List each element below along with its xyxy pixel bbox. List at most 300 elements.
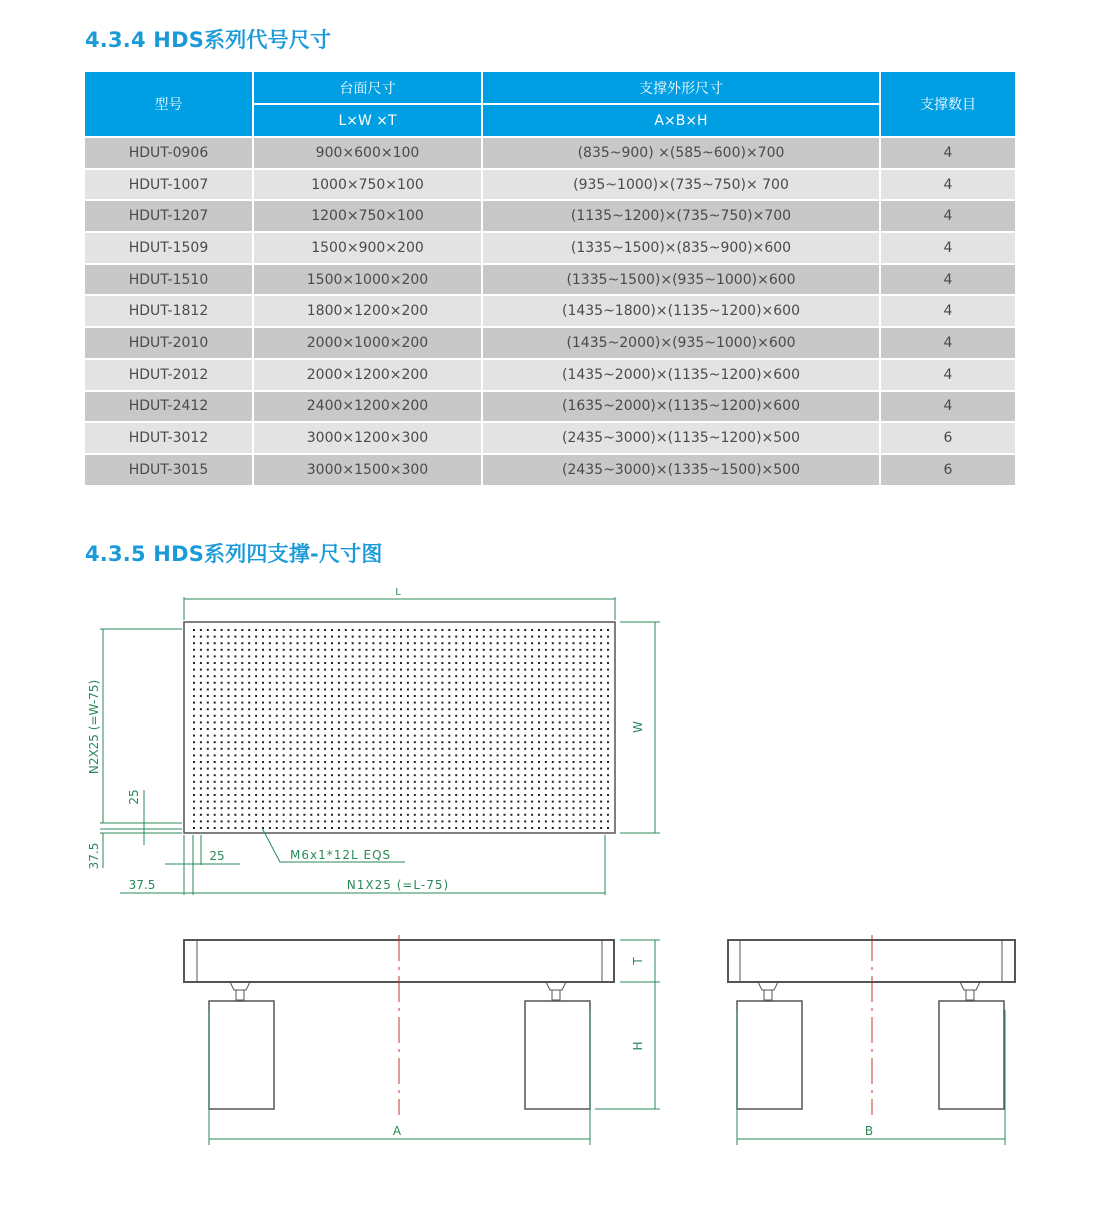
threaded-hole	[552, 820, 554, 822]
threaded-hole	[421, 708, 423, 710]
threaded-hole	[207, 721, 209, 723]
threaded-hole	[338, 741, 340, 743]
threaded-hole	[317, 741, 319, 743]
threaded-hole	[241, 774, 243, 776]
threaded-hole	[566, 721, 568, 723]
threaded-hole	[531, 715, 533, 717]
threaded-hole	[414, 649, 416, 651]
threaded-hole	[428, 649, 430, 651]
threaded-hole	[469, 801, 471, 803]
threaded-hole	[345, 807, 347, 809]
threaded-hole	[559, 827, 561, 829]
threaded-hole	[345, 629, 347, 631]
threaded-hole	[297, 735, 299, 737]
threaded-hole	[607, 721, 609, 723]
threaded-hole	[421, 695, 423, 697]
threaded-hole	[586, 807, 588, 809]
threaded-hole	[221, 754, 223, 756]
threaded-hole	[214, 787, 216, 789]
threaded-hole	[359, 781, 361, 783]
threaded-hole	[400, 695, 402, 697]
threaded-hole	[428, 708, 430, 710]
threaded-hole	[372, 702, 374, 704]
threaded-hole	[303, 642, 305, 644]
threaded-hole	[241, 728, 243, 730]
threaded-hole	[573, 754, 575, 756]
threaded-hole	[400, 708, 402, 710]
threaded-hole	[448, 649, 450, 651]
threaded-hole	[545, 688, 547, 690]
threaded-hole	[317, 748, 319, 750]
threaded-hole	[462, 768, 464, 770]
threaded-hole	[276, 735, 278, 737]
threaded-hole	[566, 715, 568, 717]
threaded-hole	[303, 794, 305, 796]
threaded-hole	[407, 801, 409, 803]
threaded-hole	[324, 820, 326, 822]
threaded-hole	[379, 754, 381, 756]
threaded-hole	[517, 728, 519, 730]
threaded-hole	[359, 708, 361, 710]
threaded-hole	[428, 675, 430, 677]
threaded-hole	[290, 754, 292, 756]
threaded-hole	[352, 781, 354, 783]
threaded-hole	[483, 721, 485, 723]
threaded-hole	[579, 741, 581, 743]
threaded-hole	[200, 642, 202, 644]
threaded-hole	[234, 827, 236, 829]
threaded-hole	[372, 820, 374, 822]
threaded-hole	[262, 675, 264, 677]
threaded-hole	[448, 669, 450, 671]
threaded-hole	[490, 827, 492, 829]
threaded-hole	[531, 728, 533, 730]
label-W: W	[631, 721, 645, 733]
threaded-hole	[586, 636, 588, 638]
threaded-hole	[241, 715, 243, 717]
threaded-hole	[372, 669, 374, 671]
threaded-hole	[510, 827, 512, 829]
threaded-hole	[455, 662, 457, 664]
threaded-hole	[193, 715, 195, 717]
threaded-hole	[517, 768, 519, 770]
threaded-hole	[421, 807, 423, 809]
threaded-hole	[400, 629, 402, 631]
threaded-hole	[538, 662, 540, 664]
threaded-hole	[545, 721, 547, 723]
threaded-hole	[207, 688, 209, 690]
threaded-hole	[600, 675, 602, 677]
threaded-hole	[483, 642, 485, 644]
threaded-hole	[193, 820, 195, 822]
threaded-hole	[552, 794, 554, 796]
threaded-hole	[200, 787, 202, 789]
threaded-hole	[552, 814, 554, 816]
threaded-hole	[262, 695, 264, 697]
threaded-hole	[586, 675, 588, 677]
threaded-hole	[573, 735, 575, 737]
threaded-hole	[593, 820, 595, 822]
threaded-hole	[200, 735, 202, 737]
cell-model: HDUT-1510	[85, 264, 253, 296]
threaded-hole	[331, 761, 333, 763]
threaded-hole	[428, 781, 430, 783]
threaded-hole	[269, 761, 271, 763]
threaded-hole	[414, 735, 416, 737]
threaded-hole	[255, 649, 257, 651]
threaded-hole	[290, 728, 292, 730]
threaded-hole	[317, 636, 319, 638]
threaded-hole	[345, 688, 347, 690]
cell-top-size: 1200×750×100	[253, 200, 482, 232]
threaded-hole	[573, 794, 575, 796]
threaded-hole	[517, 741, 519, 743]
threaded-hole	[359, 728, 361, 730]
threaded-hole	[566, 807, 568, 809]
threaded-hole	[573, 695, 575, 697]
threaded-hole	[441, 636, 443, 638]
threaded-hole	[352, 728, 354, 730]
threaded-hole	[317, 781, 319, 783]
threaded-hole	[414, 702, 416, 704]
threaded-hole	[262, 814, 264, 816]
threaded-hole	[441, 708, 443, 710]
threaded-hole	[490, 801, 492, 803]
section-title-codes: 4.3.4 HDS系列代号尺寸	[85, 28, 332, 52]
threaded-hole	[324, 649, 326, 651]
threaded-hole	[324, 735, 326, 737]
threaded-hole	[366, 807, 368, 809]
threaded-hole	[607, 781, 609, 783]
threaded-hole	[366, 655, 368, 657]
threaded-hole	[428, 655, 430, 657]
threaded-hole	[297, 787, 299, 789]
threaded-hole	[366, 636, 368, 638]
threaded-hole	[331, 669, 333, 671]
threaded-hole	[462, 794, 464, 796]
threaded-hole	[538, 642, 540, 644]
threaded-hole	[352, 787, 354, 789]
threaded-hole	[200, 629, 202, 631]
threaded-hole	[510, 735, 512, 737]
threaded-hole	[579, 728, 581, 730]
threaded-hole	[283, 662, 285, 664]
threaded-hole	[607, 761, 609, 763]
threaded-hole	[310, 721, 312, 723]
threaded-hole	[407, 794, 409, 796]
threaded-hole	[338, 695, 340, 697]
threaded-hole	[407, 768, 409, 770]
threaded-hole	[379, 801, 381, 803]
threaded-hole	[241, 820, 243, 822]
threaded-hole	[455, 721, 457, 723]
threaded-hole	[207, 768, 209, 770]
threaded-hole	[428, 695, 430, 697]
threaded-hole	[497, 662, 499, 664]
threaded-hole	[531, 655, 533, 657]
threaded-hole	[559, 721, 561, 723]
threaded-hole	[455, 728, 457, 730]
threaded-hole	[228, 695, 230, 697]
threaded-hole	[538, 649, 540, 651]
threaded-hole	[345, 702, 347, 704]
threaded-hole	[448, 655, 450, 657]
threaded-hole	[366, 735, 368, 737]
threaded-hole	[400, 801, 402, 803]
threaded-hole	[269, 708, 271, 710]
threaded-hole	[600, 787, 602, 789]
threaded-hole	[566, 781, 568, 783]
threaded-hole	[586, 761, 588, 763]
threaded-hole	[248, 649, 250, 651]
threaded-hole	[421, 741, 423, 743]
cell-support-size: (935~1000)×(735~750)× 700	[482, 169, 880, 201]
threaded-hole	[441, 774, 443, 776]
cell-top-size: 2000×1200×200	[253, 359, 482, 391]
threaded-hole	[435, 708, 437, 710]
threaded-hole	[297, 781, 299, 783]
threaded-hole	[228, 715, 230, 717]
threaded-hole	[324, 774, 326, 776]
threaded-hole	[573, 801, 575, 803]
threaded-hole	[428, 682, 430, 684]
threaded-hole	[607, 748, 609, 750]
threaded-hole	[248, 702, 250, 704]
threaded-hole	[386, 675, 388, 677]
threaded-hole	[545, 794, 547, 796]
threaded-hole	[310, 675, 312, 677]
threaded-hole	[524, 715, 526, 717]
threaded-hole	[441, 794, 443, 796]
threaded-hole	[200, 715, 202, 717]
threaded-hole	[421, 781, 423, 783]
threaded-hole	[262, 702, 264, 704]
threaded-hole	[455, 774, 457, 776]
threaded-hole	[476, 814, 478, 816]
threaded-hole	[372, 754, 374, 756]
threaded-hole	[566, 642, 568, 644]
threaded-hole	[331, 768, 333, 770]
threaded-hole	[366, 768, 368, 770]
threaded-hole	[269, 662, 271, 664]
threaded-hole	[593, 682, 595, 684]
threaded-hole	[510, 682, 512, 684]
threaded-hole	[345, 721, 347, 723]
threaded-hole	[497, 801, 499, 803]
cell-support-count: 4	[880, 359, 1015, 391]
threaded-hole	[331, 794, 333, 796]
threaded-hole	[283, 787, 285, 789]
threaded-hole	[276, 820, 278, 822]
threaded-hole	[310, 636, 312, 638]
threaded-hole	[345, 774, 347, 776]
threaded-hole	[469, 715, 471, 717]
threaded-hole	[207, 715, 209, 717]
threaded-hole	[421, 682, 423, 684]
threaded-hole	[303, 649, 305, 651]
threaded-hole	[310, 629, 312, 631]
threaded-hole	[214, 794, 216, 796]
threaded-hole	[566, 688, 568, 690]
threaded-hole	[262, 669, 264, 671]
threaded-hole	[248, 807, 250, 809]
threaded-hole	[538, 827, 540, 829]
threaded-hole	[317, 728, 319, 730]
threaded-hole	[338, 708, 340, 710]
threaded-hole	[297, 715, 299, 717]
threaded-hole	[241, 695, 243, 697]
threaded-hole	[234, 702, 236, 704]
section-title-drawing: 4.3.5 HDS系列四支撑-尺寸图	[85, 542, 383, 566]
threaded-hole	[269, 642, 271, 644]
threaded-hole	[241, 827, 243, 829]
threaded-hole	[469, 721, 471, 723]
threaded-hole	[366, 787, 368, 789]
threaded-hole	[510, 702, 512, 704]
threaded-hole	[193, 801, 195, 803]
threaded-hole	[372, 814, 374, 816]
threaded-hole	[207, 781, 209, 783]
threaded-hole	[393, 669, 395, 671]
threaded-hole	[504, 728, 506, 730]
threaded-hole	[462, 642, 464, 644]
threaded-hole	[200, 636, 202, 638]
leveling-mount	[230, 982, 250, 1000]
threaded-hole	[414, 741, 416, 743]
threaded-hole	[400, 781, 402, 783]
threaded-hole	[421, 655, 423, 657]
threaded-hole	[545, 761, 547, 763]
threaded-hole	[600, 642, 602, 644]
threaded-hole	[386, 748, 388, 750]
threaded-hole	[352, 669, 354, 671]
threaded-hole	[345, 814, 347, 816]
threaded-hole	[462, 682, 464, 684]
threaded-hole	[352, 735, 354, 737]
threaded-hole	[303, 721, 305, 723]
threaded-hole	[441, 827, 443, 829]
threaded-hole	[338, 636, 340, 638]
threaded-hole	[386, 801, 388, 803]
threaded-hole	[476, 787, 478, 789]
threaded-hole	[303, 787, 305, 789]
threaded-hole	[386, 636, 388, 638]
threaded-hole	[400, 655, 402, 657]
threaded-hole	[345, 695, 347, 697]
threaded-hole	[414, 636, 416, 638]
threaded-hole	[200, 675, 202, 677]
threaded-hole	[241, 649, 243, 651]
threaded-hole	[607, 695, 609, 697]
hole-grid	[193, 629, 609, 829]
threaded-hole	[400, 636, 402, 638]
threaded-hole	[331, 787, 333, 789]
threaded-hole	[317, 629, 319, 631]
threaded-hole	[207, 820, 209, 822]
threaded-hole	[317, 768, 319, 770]
threaded-hole	[303, 774, 305, 776]
threaded-hole	[262, 655, 264, 657]
threaded-hole	[552, 715, 554, 717]
cell-model: HDUT-0906	[85, 137, 253, 169]
threaded-hole	[538, 807, 540, 809]
threaded-hole	[441, 675, 443, 677]
threaded-hole	[324, 629, 326, 631]
threaded-hole	[269, 702, 271, 704]
threaded-hole	[276, 721, 278, 723]
threaded-hole	[297, 820, 299, 822]
threaded-hole	[462, 708, 464, 710]
threaded-hole	[497, 649, 499, 651]
cell-top-size: 1800×1200×200	[253, 295, 482, 327]
threaded-hole	[276, 688, 278, 690]
threaded-hole	[400, 721, 402, 723]
threaded-hole	[290, 708, 292, 710]
threaded-hole	[421, 827, 423, 829]
threaded-hole	[448, 787, 450, 789]
threaded-hole	[359, 715, 361, 717]
threaded-hole	[372, 735, 374, 737]
threaded-hole	[193, 675, 195, 677]
threaded-hole	[476, 715, 478, 717]
threaded-hole	[428, 728, 430, 730]
threaded-hole	[193, 754, 195, 756]
threaded-hole	[352, 801, 354, 803]
threaded-hole	[476, 629, 478, 631]
threaded-hole	[538, 741, 540, 743]
threaded-hole	[483, 787, 485, 789]
threaded-hole	[435, 629, 437, 631]
threaded-hole	[310, 655, 312, 657]
threaded-hole	[455, 741, 457, 743]
plan-view	[87, 587, 660, 895]
threaded-hole	[573, 642, 575, 644]
threaded-hole	[324, 761, 326, 763]
threaded-hole	[573, 748, 575, 750]
threaded-hole	[469, 794, 471, 796]
threaded-hole	[545, 649, 547, 651]
threaded-hole	[483, 774, 485, 776]
threaded-hole	[221, 735, 223, 737]
threaded-hole	[538, 721, 540, 723]
threaded-hole	[497, 728, 499, 730]
threaded-hole	[331, 702, 333, 704]
threaded-hole	[435, 642, 437, 644]
threaded-hole	[538, 675, 540, 677]
threaded-hole	[435, 682, 437, 684]
threaded-hole	[524, 781, 526, 783]
threaded-hole	[559, 781, 561, 783]
threaded-hole	[214, 748, 216, 750]
threaded-hole	[359, 636, 361, 638]
threaded-hole	[324, 669, 326, 671]
threaded-hole	[579, 820, 581, 822]
threaded-hole	[600, 794, 602, 796]
threaded-hole	[428, 768, 430, 770]
threaded-hole	[573, 774, 575, 776]
threaded-hole	[393, 675, 395, 677]
threaded-hole	[207, 827, 209, 829]
threaded-hole	[579, 629, 581, 631]
threaded-hole	[303, 768, 305, 770]
threaded-hole	[545, 636, 547, 638]
threaded-hole	[517, 774, 519, 776]
threaded-hole	[283, 814, 285, 816]
threaded-hole	[310, 787, 312, 789]
threaded-hole	[586, 642, 588, 644]
threaded-hole	[338, 702, 340, 704]
threaded-hole	[593, 688, 595, 690]
